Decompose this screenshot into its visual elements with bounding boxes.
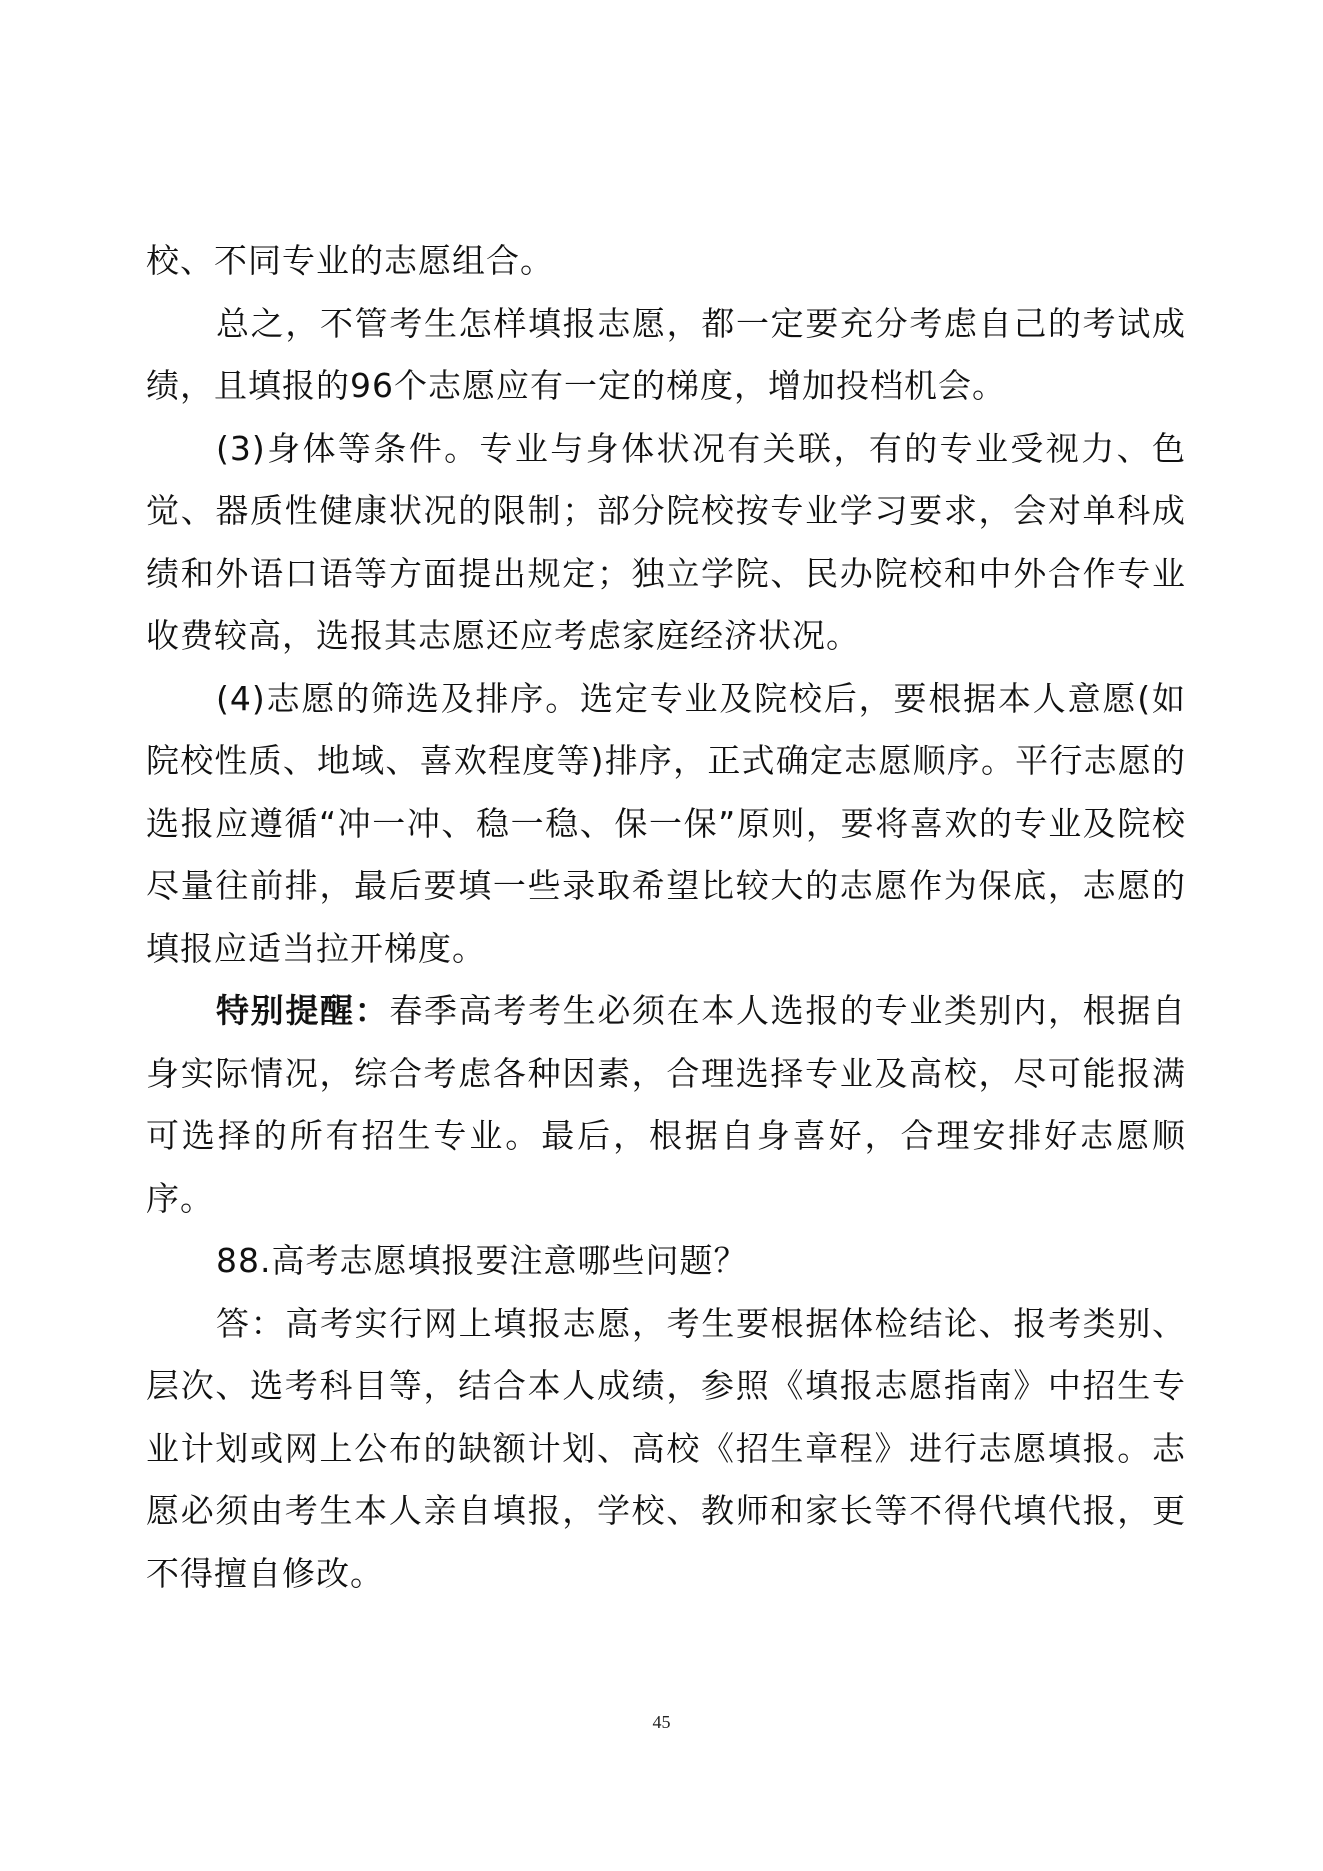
- paragraph-physical-conditions: (3)身体等条件。专业与身体状况有关联，有的专业受视力、色觉、器质性健康状况的限制；部分院校按专业学习要求，会对单科成绩和外语口语等方面提出规定；独立学院、民办院校和中外合作专业收费较高，选报其志愿还应考虑家庭经济状况。: [146, 428, 1186, 655]
- page-number: 45: [652, 1712, 671, 1732]
- paragraph-special-reminder: [146, 980, 1186, 1230]
- document-body: [146, 230, 1186, 1605]
- paragraph-summary: 总之，不管考生怎样填报志愿，都一定要充分考虑自己的考试成绩，且填报的96个志愿应有一定的梯度，增加投档机会。: [146, 303, 1186, 405]
- answer-paragraph: 答：高考实行网上填报志愿，考生要根据体检结论、报考类别、层次、选考科目等，结合本人成绩，参照《填报志愿指南》中招生专业计划或网上公布的缺额计划、高校《招生章程》进行志愿填报。志愿必须由考生本人亲自填报，学校、教师和家长等不得代填代报，更不得擅自修改。: [146, 1303, 1186, 1593]
- paragraph-ordering: (4)志愿的筛选及排序。选定专业及院校后，要根据本人意愿(如院校性质、地域、喜欢程度等)排序，正式确定志愿顺序。平行志愿的选报应遵循“冲一冲、稳一稳、保一保”原则，要将喜欢的专业及院校尽量往前排，最后要填一些录取希望比较大的志愿作为保底，志愿的填报应适当拉开梯度。: [146, 678, 1186, 968]
- paragraph-continuation: 校、不同专业的志愿组合。: [146, 241, 554, 280]
- question-heading: 88.高考志愿填报要注意哪些问题？: [216, 1241, 748, 1280]
- special-reminder-label: 特别提醒：: [216, 991, 390, 1030]
- special-reminder-text: 春季高考考生必须在本人选报的专业类别内，根据自身实际情况，综合考虑各种因素，合理选择专业及高校，尽可能报满可选择的所有招生专业。最后，根据自身喜好，合理安排好志愿顺序。: [146, 991, 1187, 1218]
